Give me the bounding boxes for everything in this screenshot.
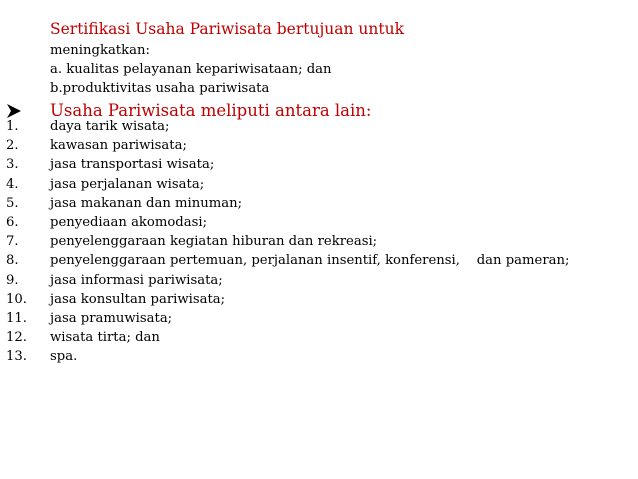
list-item [6, 253, 632, 272]
list-item [6, 138, 632, 157]
arrow-bullet-icon [6, 103, 22, 119]
list-item [6, 196, 632, 215]
list-item-number: 10. [6, 291, 27, 307]
list-item-number: 12. [6, 330, 27, 346]
usaha-list [6, 119, 632, 368]
intro-line-3: b.produktivitas usaha pariwisata [50, 81, 270, 96]
list-item-text: jasa perjalanan wisata; [50, 176, 205, 192]
list-item-number: 11. [6, 310, 27, 326]
list-item-text: spa. [50, 349, 78, 365]
intro-line-1: meningkatkan: [50, 43, 150, 58]
list-item-text: penyediaan akomodasi; [50, 214, 208, 230]
list-item-number: 13. [6, 349, 27, 365]
list-item [6, 157, 632, 176]
intro-heading: Sertifikasi Usaha Pariwisata bertujuan untuk [50, 20, 404, 38]
list-item-number: 7. [6, 234, 19, 250]
list-item [6, 119, 632, 138]
list-item-text: jasa konsultan pariwisata; [50, 291, 226, 307]
list-item [6, 215, 632, 234]
list-item-text: penyelenggaraan pertemuan, perjalanan insentif, konferensi, dan pameran; [50, 253, 570, 269]
list-item-text: kawasan pariwisata; [50, 138, 187, 154]
list-item [6, 292, 632, 311]
list-item [6, 273, 632, 292]
list-item [6, 177, 632, 196]
list-item-text: wisata tirta; dan [50, 330, 160, 346]
list-item-text: jasa makanan dan minuman; [50, 195, 243, 211]
list-item-number: 5. [6, 195, 19, 211]
intro-line-2: a. kualitas pelayanan kepariwisataan; dan [50, 62, 332, 77]
list-heading-row [6, 101, 626, 121]
list-item-number: 8. [6, 253, 19, 269]
list-item [6, 234, 632, 253]
list-heading: Usaha Pariwisata meliputi antara lain: [50, 101, 372, 120]
list-item [6, 349, 632, 368]
list-item-text: penyelenggaraan kegiatan hiburan dan rekreasi; [50, 234, 378, 250]
list-item-text: jasa informasi pariwisata; [50, 272, 223, 288]
list-item-number: 2. [6, 138, 19, 154]
list-item-number: 1. [6, 119, 19, 134]
list-item [6, 330, 632, 349]
list-item-text: jasa pramuwisata; [50, 310, 173, 326]
list-item-text: jasa transportasi wisata; [50, 157, 215, 173]
list-item-text: daya tarik wisata; [50, 119, 170, 134]
list-item [6, 311, 632, 330]
list-item-number: 9. [6, 272, 19, 288]
list-item-number: 3. [6, 157, 19, 173]
list-item-number: 4. [6, 176, 19, 192]
list-item-number: 6. [6, 214, 19, 230]
